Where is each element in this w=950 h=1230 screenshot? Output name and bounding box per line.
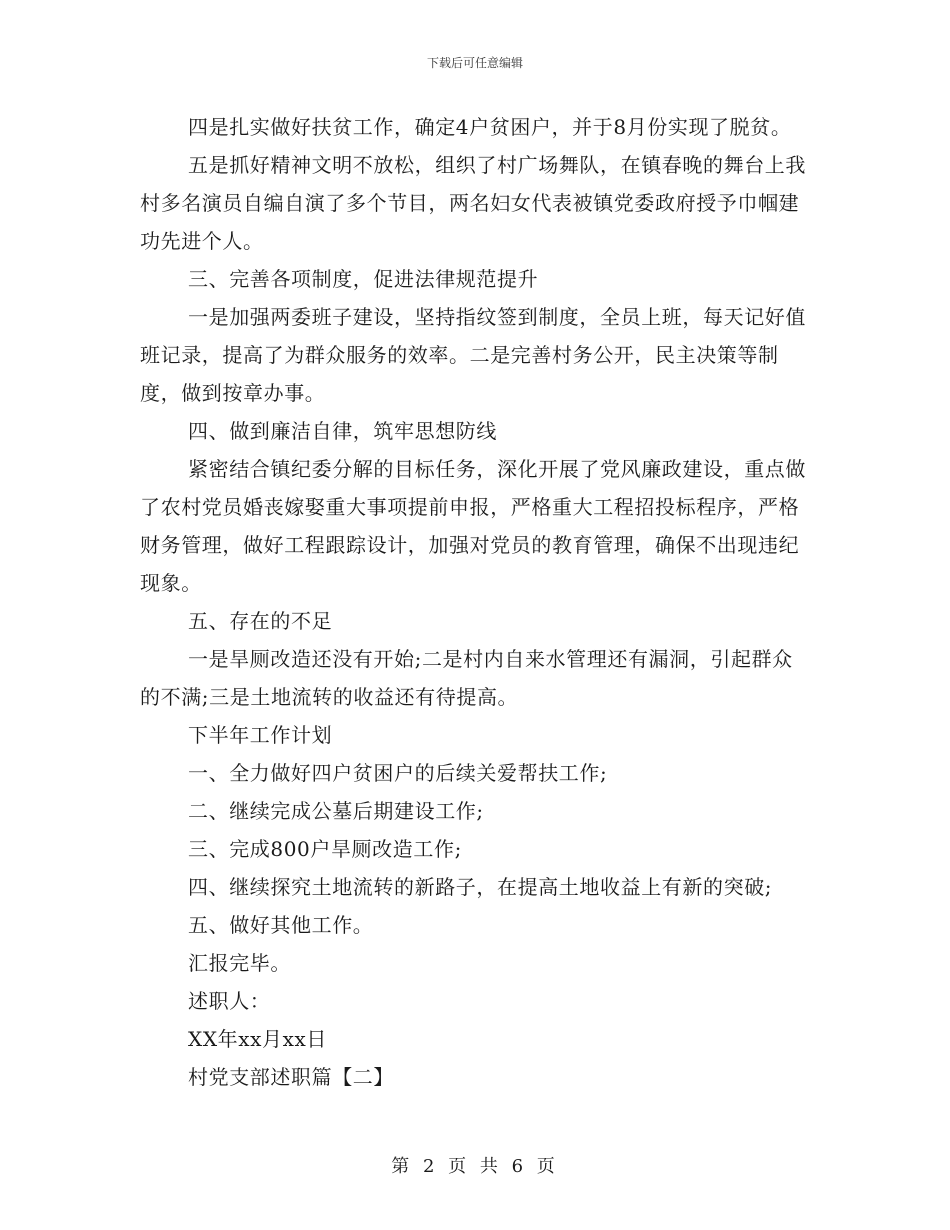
plan-item-5: 五、做好其他工作。 [188,913,374,937]
page-header: 下载后可任意编辑 [426,56,523,70]
next-section-title: 村党支部述职篇【二】 [188,1065,394,1089]
paragraph-poverty-alleviation: 四是扎实做好扶贫工作，确定4户贫困户，并于8月份实现了脱贫。 [188,115,792,139]
document-body [140,108,808,1096]
paragraph-shortcomings: 一是旱厕改造还没有开始;二是村内自来水管理还有漏洞，引起群众的不满;三是土地流转的收益还有待提高。 [140,647,793,709]
closing-line: 汇报完毕。 [188,951,291,975]
section-heading-work-plan: 下半年工作计划 [188,723,333,747]
page-number-footer: 第 2 页 共 6 页 [391,1156,559,1177]
paragraph-spiritual-civilization: 五是抓好精神文明不放松，组织了村广场舞队，在镇春晚的舞台上我村多名演员自编自演了多个节目，两名妇女代表被镇党委政府授予巾帼建功先进个人。 [140,153,806,253]
date-line: XX年xx月xx日 [188,1027,327,1051]
section-heading-shortcomings: 五、存在的不足 [188,609,333,633]
plan-item-3: 三、完成800户旱厕改造工作; [188,837,462,861]
plan-item-1: 一、全力做好四户贫困户的后续关爱帮扶工作; [188,761,608,785]
section-heading-systems: 三、完善各项制度，促进法律规范提升 [188,267,539,291]
paragraph-integrity: 紧密结合镇纪委分解的目标任务，深化开展了党风廉政建设，重点做了农村党员婚丧嫁娶重大事项提前申报，严格重大工程招投标程序，严格财务管理，做好工程跟踪设计，加强对党员的教育管理，确保不出现违纪现象。 [140,457,806,595]
reporter-line: 述职人： [188,989,271,1013]
plan-item-2: 二、继续完成公墓后期建设工作; [188,799,484,823]
paragraph-systems: 一是加强两委班子建设，坚持指纹签到制度，全员上班，每天记好值班记录，提高了为群众服务的效率。二是完善村务公开，民主决策等制度，做到按章办事。 [140,305,806,405]
section-heading-integrity: 四、做到廉洁自律，筑牢思想防线 [188,419,497,443]
plan-item-4: 四、继续探究土地流转的新路子，在提高土地收益上有新的突破; [188,875,773,899]
